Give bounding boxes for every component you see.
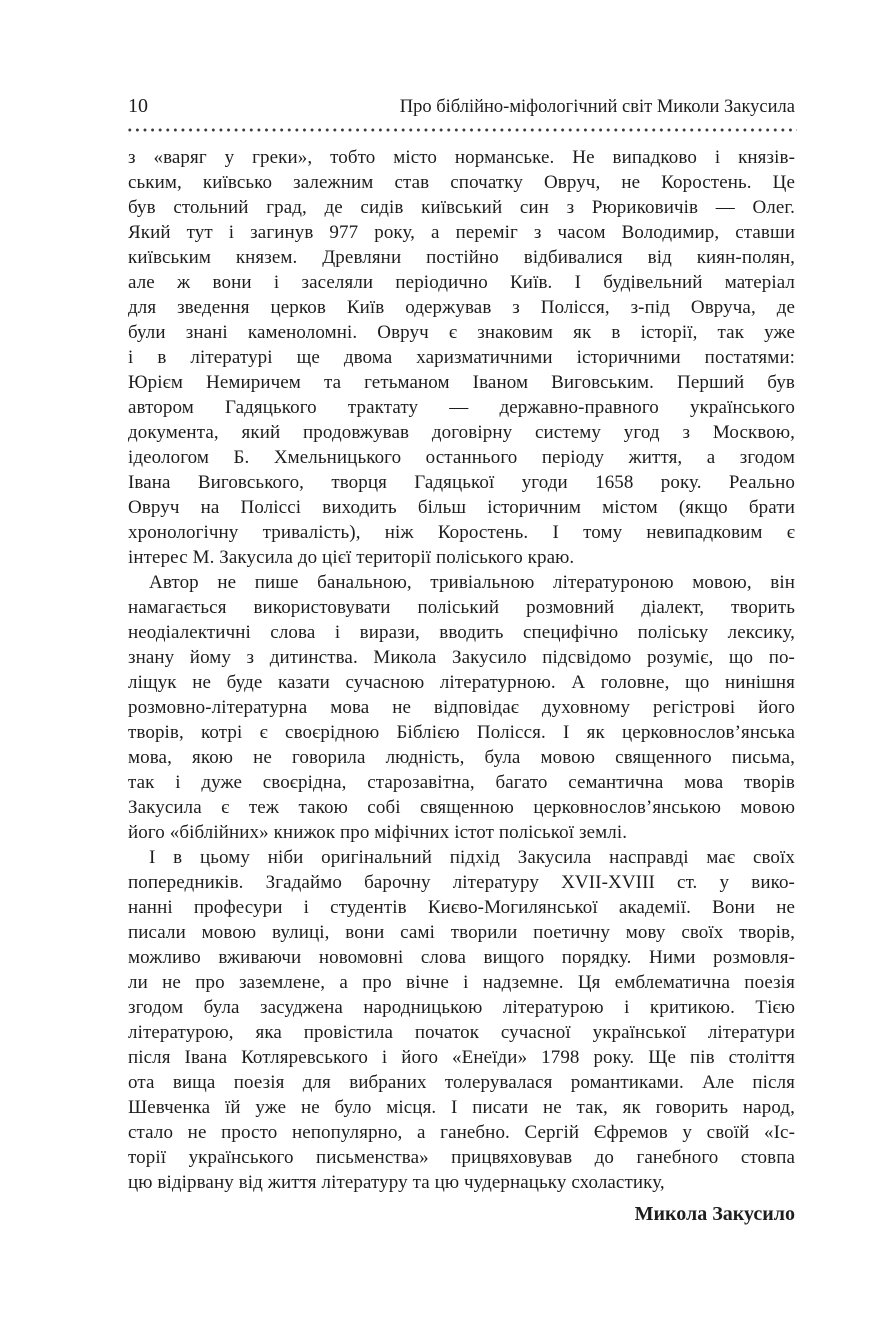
text-line: ідеологом Б. Хмельницького останнього періоду життя, а згодом <box>128 447 795 468</box>
text-line: був стольний град, де сидів київський син з Рюриковичів — Олег. <box>128 197 795 218</box>
text-line: Овруч на Поліссі виходить більш історичним містом (якщо брати <box>128 497 795 518</box>
body-text <box>128 145 795 1195</box>
paragraph <box>128 845 795 1195</box>
text-line: неодіалектичні слова і вирази, вводить специфічно поліську лексику, <box>128 622 795 643</box>
text-line: ли не про заземлене, а про вічне і надземне. Ця емблематична поезія <box>128 972 795 993</box>
page-header <box>128 94 795 119</box>
text-line: після Івана Котляревського і його «Енеїди» 1798 року. Ще пів століття <box>128 1047 795 1068</box>
dotted-divider <box>126 126 797 132</box>
text-line: але ж вони і заселяли періодично Київ. І будівельний матеріал <box>128 272 795 293</box>
text-line: писали мовою вулиці, вони самі творили поетичну мову своїх творів, <box>128 922 795 943</box>
text-line: нанні професури і студентів Києво-Могилянської академії. Вони не <box>128 897 795 918</box>
text-line: ота вища поезія для вибраних толерувалася романтиками. Але після <box>128 1072 795 1093</box>
text-line: творів, котрі є своєрідною Біблією Полісся. І як церковнослов’янська <box>128 722 795 743</box>
text-line: Івана Виговського, творця Гадяцької угоди 1658 року. Реально <box>128 472 795 493</box>
text-line: були знані каменоломні. Овруч є знаковим як в історії, так уже <box>128 322 795 343</box>
author-name: Микола Закусило <box>634 1203 795 1225</box>
text-line: так і дуже своєрідна, старозавітна, багато семантична мова творів <box>128 772 795 793</box>
text-line: згодом була засуджена народницькою літературою і критикою. Тією <box>128 997 795 1018</box>
text-line: мова, якою не говорила людність, була мовою священного письма, <box>128 747 795 768</box>
page-footer <box>128 1201 795 1227</box>
text-line: хронологічну тривалість), ніж Коростень. І тому невипадковим є <box>128 522 795 543</box>
text-line: намагається використовувати поліський розмовний діалект, творить <box>128 597 795 618</box>
text-line: Автор не пише банальною, тривіальною літературоною мовою, він <box>149 572 795 593</box>
text-line: документа, який продовжував договірну систему угод з Москвою, <box>128 422 795 443</box>
text-line: інтерес М. Закусила до цієї території поліського краю. <box>128 547 575 568</box>
text-line: і в літературі ще двома харизматичними історичними постатями: <box>128 347 795 368</box>
text-line: попередників. Згадаймо барочну літературу XVII-XVIII ст. у вико- <box>128 872 795 893</box>
text-line: автором Гадяцького трактату — державно-правного українського <box>128 397 795 418</box>
text-line: з «варяг у греки», тобто місто норманське. Не випадково і князів- <box>128 147 795 168</box>
text-line: літературою, яка провістила початок сучасної української літератури <box>128 1022 795 1043</box>
text-line: Юрієм Немиричем та гетьманом Іваном Виговським. Перший був <box>128 372 795 393</box>
text-line: ліщук не буде казати сучасною літературною. А головне, що нинішня <box>128 672 795 693</box>
text-line: Шевченка їй уже не було місця. І писати не так, як говорить народ, <box>128 1097 795 1118</box>
text-line: розмовно-літературна мова не відповідає духовному регістрові його <box>128 697 795 718</box>
text-line: його «біблійних» книжок про міфічних істот поліської землі. <box>128 822 628 843</box>
text-line: можливо вживаючи новомовні слова вищого порядку. Ними розмовля- <box>128 947 795 968</box>
text-line: київським князем. Древляни постійно відбивалися від киян-полян, <box>128 247 795 268</box>
text-line: торії українського письменства» прицвяховував до ганебного стовпа <box>128 1147 795 1168</box>
text-line: для зведення церков Київ одержував з Полісся, з-під Овруча, де <box>128 297 795 318</box>
text-line: І в цьому ніби оригінальний підхід Закусила насправді має своїх <box>149 847 795 868</box>
text-line: стало не просто непопулярно, а ганебно. Сергій Єфремов у своїй «Іс- <box>128 1122 795 1143</box>
page-number: 10 <box>128 95 148 117</box>
text-line: Закусила є теж такою собі священною церковнослов’янською мовою <box>128 797 795 818</box>
text-line: цю відірвану від життя літературу та цю чудернацьку схоластику, <box>128 1172 665 1193</box>
paragraph <box>128 145 795 570</box>
text-line: знану йому з дитинства. Микола Закусило підсвідомо розуміє, що по- <box>128 647 795 668</box>
running-title: Про біблійно-міфологічний світ Миколи Закусила <box>399 97 795 117</box>
paragraph <box>128 570 795 845</box>
text-line: Який тут і загинув 977 року, а переміг з часом Володимир, ставши <box>128 222 795 243</box>
text-line: ським, київсько залежним став спочатку Овруч, не Коростень. Це <box>128 172 795 193</box>
